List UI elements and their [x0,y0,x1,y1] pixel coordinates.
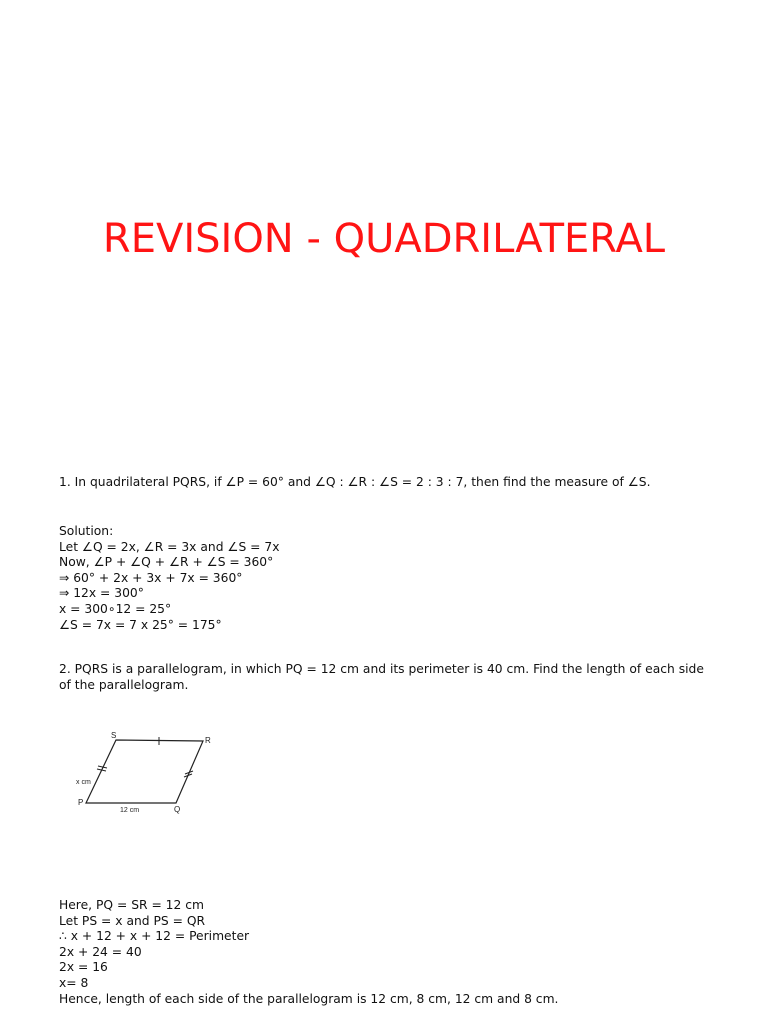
parallelogram-diagram [70,728,230,820]
solution-1-line: Now, ∠P + ∠Q + ∠R + ∠S = 360° [59,555,274,570]
solution-1 [59,524,719,633]
solution-1-line: ⇒ 60° + 2x + 3x + 7x = 360° [59,570,243,585]
solution-1-line: Let ∠Q = 2x, ∠R = 3x and ∠S = 7x [59,539,280,554]
solution-2-line: Here, PQ = SR = 12 cm [59,898,204,912]
solution-2-line: x= 8 [59,975,89,990]
question-2-text: 2. PQRS is a parallelogram, in which PQ = 12 cm and its perimeter is 40 cm. Find the length of each side of the parallelogram. [59,662,704,692]
page-title: REVISION - QUADRILATERAL [102,216,666,262]
solution-1-line: x = 300∘12 = 25° [59,601,172,616]
solution-2 [59,898,719,1007]
question-2 [59,662,719,693]
parallelogram-figure [70,728,230,820]
vertex-label-p: P [78,798,84,807]
solution-2-line: Hence, length of each side of the parallelogram is 12 cm, 8 cm, 12 cm and 8 cm. [59,991,559,1006]
solution-1-line: Solution: [59,524,114,538]
side-label-pq: 12 cm [120,807,140,814]
side-label-ps: x cm [76,779,91,786]
solution-2-line: ∴ x + 12 + x + 12 = Perimeter [59,929,250,944]
solution-2-line: 2x + 24 = 40 [59,944,142,959]
vertex-label-r: R [205,736,211,745]
solution-2-line: Let PS = x and PS = QR [59,913,206,928]
parallelogram-shape [86,740,203,803]
solution-2-line: 2x = 16 [59,960,108,975]
vertex-label-q: Q [174,805,181,814]
question-1 [59,475,719,491]
vertex-label-s: S [111,731,117,740]
solution-1-line: ∠S = 7x = 7 x 25° = 175° [59,617,222,632]
solution-1-line: ⇒ 12x = 300° [59,586,144,601]
question-1-text: 1. In quadrilateral PQRS, if ∠P = 60° and ∠Q : ∠R : ∠S = 2 : 3 : 7, then find the measure of ∠S. [59,475,651,489]
